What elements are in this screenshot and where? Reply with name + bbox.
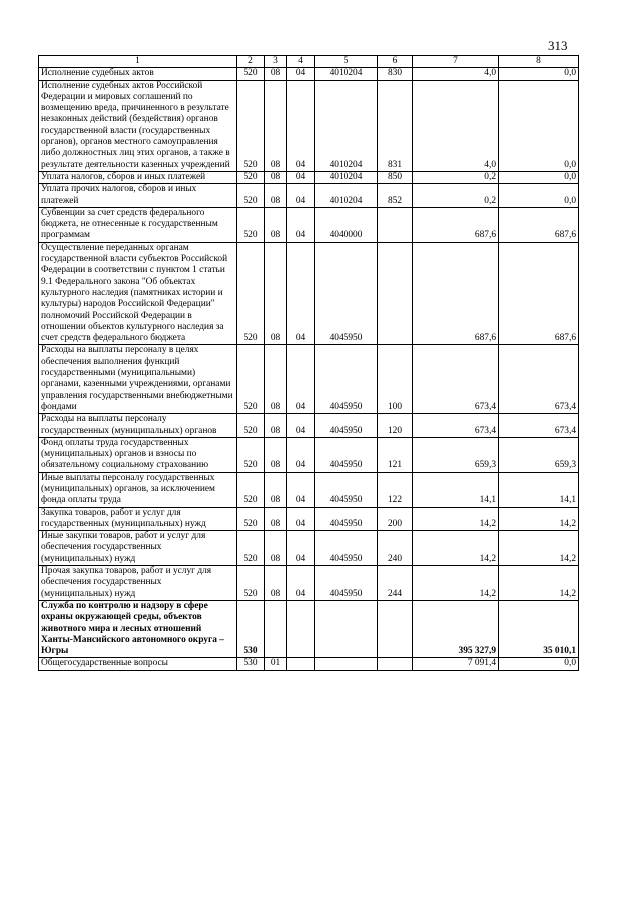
amount-1-cell: 395 327,9 (413, 600, 499, 657)
target-article-cell: 4045950 (315, 472, 378, 507)
target-article-cell (315, 600, 378, 657)
section-code-cell: 08 (265, 472, 287, 507)
amount-1-cell: 4,0 (413, 68, 499, 80)
ministry-code-cell: 520 (237, 531, 265, 566)
amount-2-cell: 0,0 (499, 184, 579, 208)
table-row (39, 600, 579, 657)
column-header: 6 (378, 56, 413, 68)
amount-1-cell: 687,6 (413, 207, 499, 242)
budget-table (38, 55, 579, 671)
amount-1-cell: 14,2 (413, 507, 499, 531)
amount-2-cell: 687,6 (499, 207, 579, 242)
target-article-cell: 4045950 (315, 345, 378, 414)
row-name-cell: Исполнение судебных актов Российской Федерации и мировых соглашений по возмещению вреда, причиненного в результате незаконных действий (бездействия) органов государственной власти (государственных органов), органов местного самоуправления либо должностных лиц этих органов, а также в результате деятельности казенных учреждений (39, 80, 237, 171)
target-article-cell: 4045950 (315, 531, 378, 566)
table-row (39, 184, 579, 208)
expense-type-cell: 852 (378, 184, 413, 208)
row-name-cell: Исполнение судебных актов (39, 68, 237, 80)
amount-2-cell: 35 010,1 (499, 600, 579, 657)
ministry-code-cell: 520 (237, 345, 265, 414)
ministry-code-cell: 520 (237, 68, 265, 80)
section-code-cell: 08 (265, 184, 287, 208)
section-code-cell: 08 (265, 80, 287, 171)
subsection-code-cell (287, 658, 315, 670)
subsection-code-cell: 04 (287, 68, 315, 80)
row-name-cell: Расходы на выплаты персоналу в целях обеспечения выполнения функций государственными (муниципальными) органами, казенными учреждениями, органами управления государственными внебюджетными фондами (39, 345, 237, 414)
row-name-cell: Расходы на выплаты персоналу государственных (муниципальных) органов (39, 414, 237, 438)
column-header: 8 (499, 56, 579, 68)
section-code-cell: 08 (265, 531, 287, 566)
amount-1-cell: 687,6 (413, 242, 499, 345)
expense-type-cell: 120 (378, 414, 413, 438)
ministry-code-cell: 520 (237, 414, 265, 438)
table-row (39, 207, 579, 242)
subsection-code-cell: 04 (287, 531, 315, 566)
section-code-cell: 08 (265, 414, 287, 438)
expense-type-cell: 122 (378, 472, 413, 507)
row-name-cell: Иные выплаты персоналу государственных (муниципальных) органов, за исключением фонда оплаты труда (39, 472, 237, 507)
target-article-cell: 4010204 (315, 68, 378, 80)
amount-2-cell: 659,3 (499, 437, 579, 472)
amount-1-cell: 673,4 (413, 345, 499, 414)
column-header: 7 (413, 56, 499, 68)
subsection-code-cell: 04 (287, 472, 315, 507)
section-code-cell: 08 (265, 345, 287, 414)
table-row (39, 472, 579, 507)
subsection-code-cell: 04 (287, 345, 315, 414)
row-name-cell: Прочая закупка товаров, работ и услуг для обеспечения государственных (муниципальных) нужд (39, 566, 237, 601)
row-name-cell: Осуществление переданных органам государственной власти субъектов Российской Федерации в соответствии с пунктом 1 статьи 9.1 Федерального закона "Об объектах культурного наследия (памятниках истории и культуры) народов Российской Федерации" полномочий Российской Федерации в отношении объектов культурного наследия за счет средств федерального бюджета (39, 242, 237, 345)
section-code-cell (265, 600, 287, 657)
amount-2-cell: 0,0 (499, 171, 579, 183)
amount-2-cell: 673,4 (499, 414, 579, 438)
subsection-code-cell: 04 (287, 184, 315, 208)
target-article-cell: 4045950 (315, 437, 378, 472)
column-header: 1 (39, 56, 237, 68)
amount-1-cell: 659,3 (413, 437, 499, 472)
amount-2-cell: 673,4 (499, 345, 579, 414)
amount-2-cell: 0,0 (499, 658, 579, 670)
table-row (39, 658, 579, 670)
ministry-code-cell: 520 (237, 472, 265, 507)
target-article-cell: 4010204 (315, 171, 378, 183)
section-code-cell: 08 (265, 207, 287, 242)
table-row (39, 68, 579, 80)
page-number: 313 (548, 38, 568, 53)
expense-type-cell: 121 (378, 437, 413, 472)
target-article-cell: 4045950 (315, 242, 378, 345)
amount-2-cell: 14,2 (499, 507, 579, 531)
subsection-code-cell: 04 (287, 242, 315, 345)
row-name-cell: Фонд оплаты труда государственных (муниципальных) органов и взносы по обязательному социальному страхованию (39, 437, 237, 472)
amount-1-cell: 14,2 (413, 566, 499, 601)
amount-2-cell: 14,2 (499, 566, 579, 601)
amount-2-cell: 0,0 (499, 68, 579, 80)
subsection-code-cell: 04 (287, 566, 315, 601)
subsection-code-cell: 04 (287, 507, 315, 531)
amount-1-cell: 7 091,4 (413, 658, 499, 670)
row-name-cell: Субвенции за счет средств федерального бюджета, не отнесенные к государственным программам (39, 207, 237, 242)
expense-type-cell (378, 658, 413, 670)
amount-1-cell: 0,2 (413, 171, 499, 183)
row-name-cell: Закупка товаров, работ и услуг для государственных (муниципальных) нужд (39, 507, 237, 531)
expense-type-cell (378, 242, 413, 345)
section-code-cell: 08 (265, 566, 287, 601)
target-article-cell: 4045950 (315, 507, 378, 531)
section-code-cell: 08 (265, 507, 287, 531)
target-article-cell: 4010204 (315, 184, 378, 208)
section-code-cell: 01 (265, 658, 287, 670)
table-row (39, 531, 579, 566)
ministry-code-cell: 530 (237, 600, 265, 657)
amount-1-cell: 14,2 (413, 531, 499, 566)
table-row (39, 507, 579, 531)
ministry-code-cell: 520 (237, 566, 265, 601)
subsection-code-cell: 04 (287, 437, 315, 472)
table-row (39, 437, 579, 472)
ministry-code-cell: 520 (237, 171, 265, 183)
target-article-cell: 4010204 (315, 80, 378, 171)
expense-type-cell: 830 (378, 68, 413, 80)
row-name-cell: Уплата налогов, сборов и иных платежей (39, 171, 237, 183)
target-article-cell: 4045950 (315, 566, 378, 601)
ministry-code-cell: 520 (237, 80, 265, 171)
expense-type-cell: 850 (378, 171, 413, 183)
expense-type-cell: 240 (378, 531, 413, 566)
column-header: 3 (265, 56, 287, 68)
ministry-code-cell: 520 (237, 207, 265, 242)
amount-2-cell: 14,2 (499, 531, 579, 566)
ministry-code-cell: 520 (237, 507, 265, 531)
table-header-row (39, 56, 579, 68)
section-code-cell: 08 (265, 437, 287, 472)
subsection-code-cell (287, 600, 315, 657)
table-row (39, 414, 579, 438)
subsection-code-cell: 04 (287, 207, 315, 242)
table-row (39, 171, 579, 183)
row-name-cell: Иные закупки товаров, работ и услуг для обеспечения государственных (муниципальных) нужд (39, 531, 237, 566)
expense-type-cell (378, 207, 413, 242)
expense-type-cell: 100 (378, 345, 413, 414)
section-code-cell: 08 (265, 242, 287, 345)
target-article-cell: 4040000 (315, 207, 378, 242)
column-header: 4 (287, 56, 315, 68)
ministry-code-cell: 520 (237, 242, 265, 345)
expense-type-cell (378, 600, 413, 657)
expense-type-cell: 831 (378, 80, 413, 171)
subsection-code-cell: 04 (287, 414, 315, 438)
ministry-code-cell: 520 (237, 437, 265, 472)
amount-2-cell: 687,6 (499, 242, 579, 345)
row-name-cell: Общегосударственные вопросы (39, 658, 237, 670)
ministry-code-cell: 530 (237, 658, 265, 670)
row-name-cell: Уплата прочих налогов, сборов и иных платежей (39, 184, 237, 208)
expense-type-cell: 200 (378, 507, 413, 531)
section-code-cell: 08 (265, 171, 287, 183)
amount-2-cell: 0,0 (499, 80, 579, 171)
ministry-code-cell: 520 (237, 184, 265, 208)
amount-1-cell: 14,1 (413, 472, 499, 507)
amount-1-cell: 673,4 (413, 414, 499, 438)
column-header: 2 (237, 56, 265, 68)
row-name-cell: Служба по контролю и надзору в сфере охраны окружающей среды, объектов животного мира и лесных отношений Ханты-Мансийского автономного округа – Югры (39, 600, 237, 657)
table-row (39, 345, 579, 414)
column-header: 5 (315, 56, 378, 68)
expense-type-cell: 244 (378, 566, 413, 601)
subsection-code-cell: 04 (287, 171, 315, 183)
target-article-cell (315, 658, 378, 670)
subsection-code-cell: 04 (287, 80, 315, 171)
table-row (39, 80, 579, 171)
amount-1-cell: 4,0 (413, 80, 499, 171)
table-row (39, 242, 579, 345)
amount-2-cell: 14,1 (499, 472, 579, 507)
target-article-cell: 4045950 (315, 414, 378, 438)
table-row (39, 566, 579, 601)
amount-1-cell: 0,2 (413, 184, 499, 208)
section-code-cell: 08 (265, 68, 287, 80)
